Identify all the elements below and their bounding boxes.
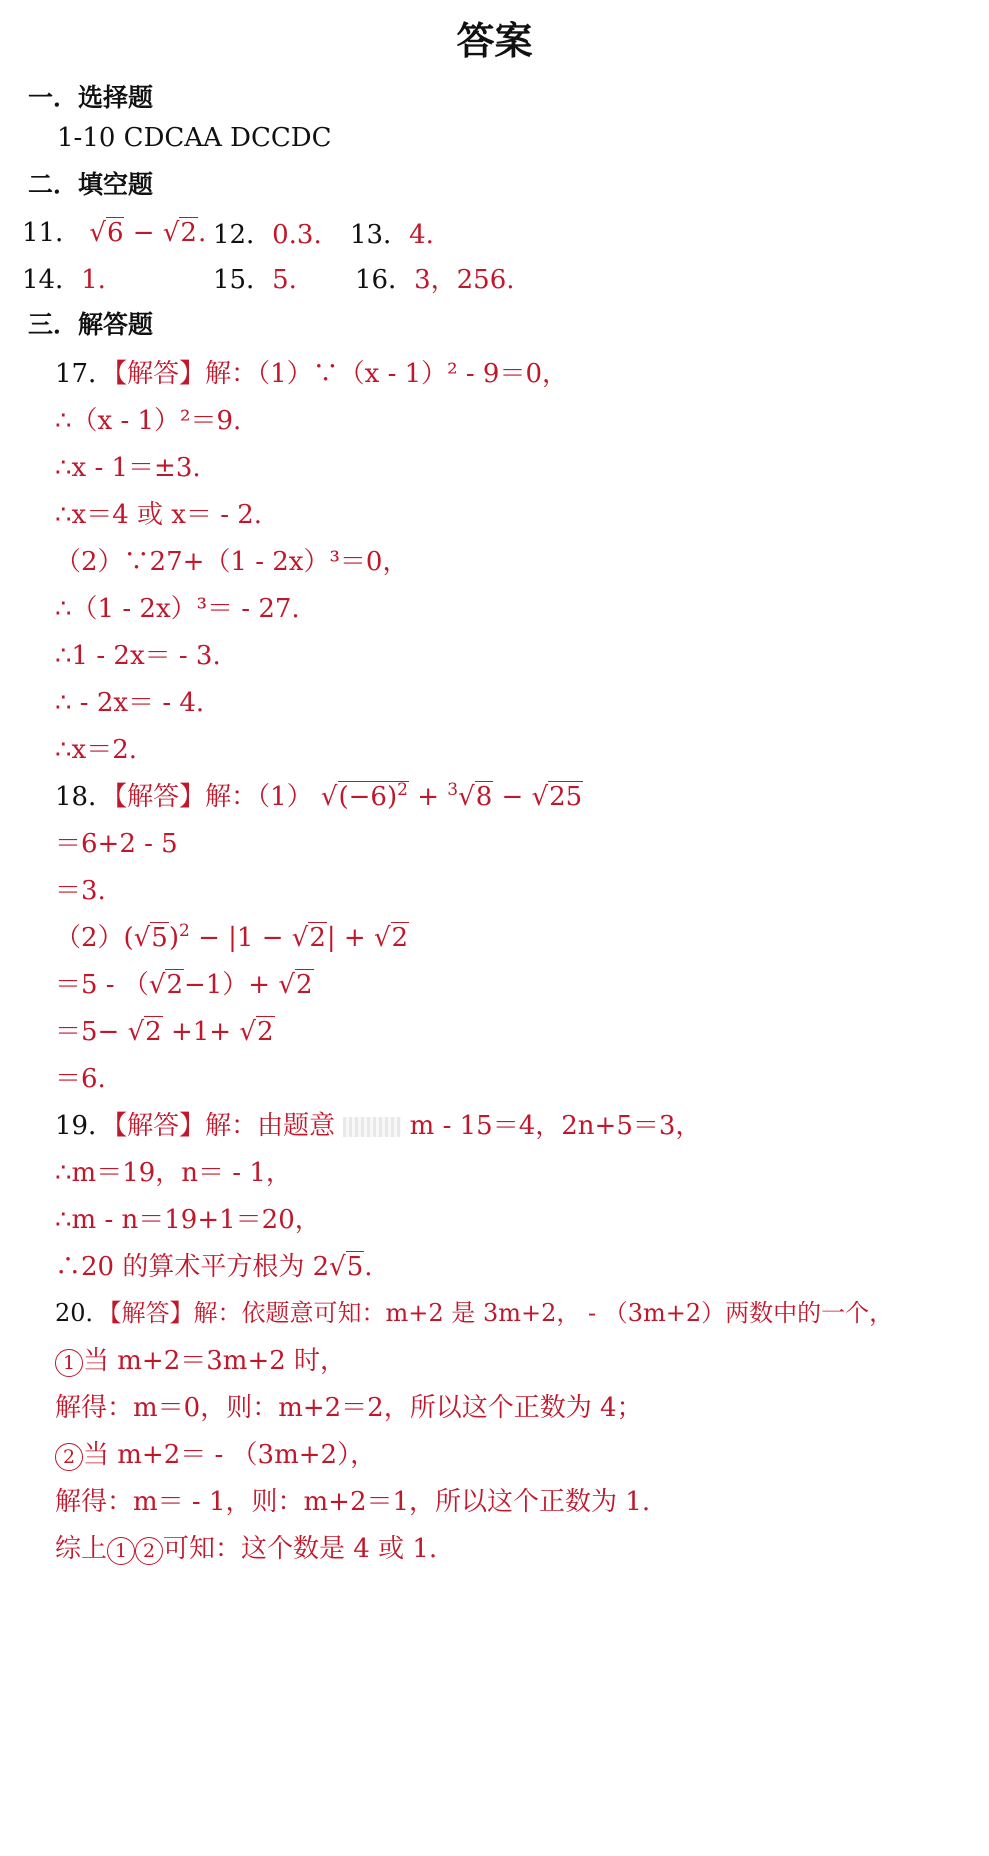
smudge-mark	[343, 1117, 401, 1137]
cube-root-8: √8	[458, 782, 493, 812]
q18-line-5: ＝5 - （√2−1）+ √2	[55, 970, 313, 1000]
section-heading-choice: 一．选择题	[28, 83, 154, 112]
sqrt-6: √6	[89, 218, 124, 248]
fill-q16: 16．3，256.	[355, 265, 515, 295]
q18-line-6: ＝5− √2 +1+ √2	[55, 1017, 274, 1047]
q18-line-4: $(2)(√5)^2 - |1 - √2| + √2$	[55, 921, 409, 953]
q17-line-7: ∴1 - 2x＝ - 3.	[55, 641, 221, 671]
q11-number: 11．	[22, 218, 82, 248]
q20-line-4: 2 当 m+2＝ - （3m+2），	[55, 1434, 376, 1471]
q17-line-6: ∴（1 - 2x）³＝ - 27.	[55, 594, 300, 624]
sqrt-neg6-squared: $√(-6)^2$	[320, 780, 408, 812]
q17-line-3: ∴x - 1＝±3.	[55, 453, 201, 483]
q20-line-6: 综上 1 2 可知：这个数是 4 或 1.	[55, 1534, 438, 1564]
q18-line-1: 18．【解答】解：（1） $√(-6)^2 + ^3√8 - √25$	[55, 780, 583, 812]
section-heading-solve: 三．解答题	[28, 310, 154, 339]
fill-q15: 15．5.	[213, 265, 297, 295]
q17-line-4: ∴x＝4 或 x＝ - 2.	[55, 500, 263, 530]
q18-line-3: ＝3.	[55, 876, 106, 906]
sqrt-2: √2	[162, 218, 197, 248]
choice-answers: 1-10 CDCAA DCCDC	[57, 123, 332, 153]
q19-line-2: ∴m＝19，n＝ - 1，	[55, 1158, 292, 1188]
q19-line-3: ∴m - n＝19+1＝20，	[55, 1205, 321, 1235]
q19-line-4: ∴20 的算术平方根为 2√5.	[55, 1252, 373, 1282]
q19-line-1: 19．【解答】解：由题意 m - 15＝4，2n+5＝3，	[55, 1111, 702, 1141]
circled-one: 1	[55, 1349, 83, 1377]
circled-two: 2	[55, 1443, 83, 1471]
fill-q14: 14．1.	[22, 265, 106, 295]
fill-q12: 12．0.3.	[213, 220, 322, 250]
page-title: 答案	[456, 19, 533, 63]
fill-q11: 11． √6 − √2.	[22, 218, 207, 248]
q20-line-5: 解得：m＝ - 1，则：m+2＝1，所以这个正数为 1.	[55, 1487, 651, 1517]
fill-q13: 13．4.	[350, 220, 434, 250]
q17-line-2: ∴（x - 1）²＝9.	[55, 406, 242, 436]
q20-line-1: 20．【解答】解：依题意可知：m+2 是 3m+2， - （3m+2）两数中的一个，	[55, 1299, 894, 1327]
q17-line-9: ∴x＝2.	[55, 735, 138, 765]
q17-line-1: 17．【解答】解：（1）∵（x - 1）² - 9＝0，	[55, 359, 568, 389]
section-heading-fill: 二．填空题	[28, 170, 154, 199]
sqrt-25: √25	[531, 782, 583, 812]
q18-line-7: ＝6.	[55, 1064, 106, 1094]
q20-line-3: 解得：m＝0，则：m+2＝2，所以这个正数为 4；	[55, 1393, 643, 1423]
q20-line-2: 1 当 m+2＝3m+2 时，	[55, 1340, 346, 1377]
q17-line-5: （2）∵27+（1 - 2x）³＝0，	[55, 547, 409, 577]
q17-line-8: ∴ - 2x＝ - 4.	[55, 688, 205, 718]
q18-line-2: ＝6+2 - 5	[55, 829, 178, 859]
